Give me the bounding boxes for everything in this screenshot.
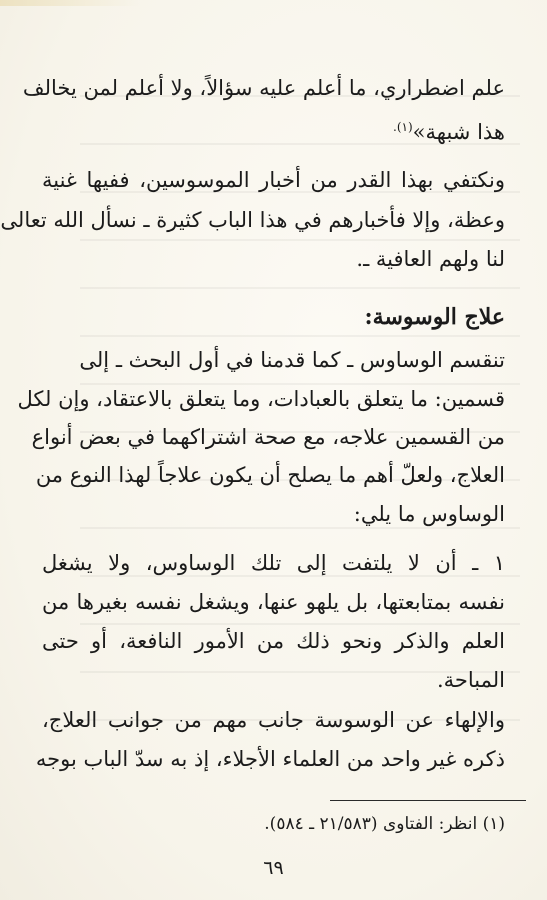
text-line: والإلهاء عن الوسوسة جانب مهم من جوانب العلاج، [42, 708, 505, 732]
text-line: نفسه بمتابعتها، بل يلهو عنها، ويشغل نفسه بغيرها من [42, 590, 505, 614]
text-line: علم اضطراري، ما أعلم عليه سؤالاً، ولا أعلم لمن يخالف [22, 76, 505, 100]
section-heading: علاج الوسوسة: [364, 304, 505, 330]
text-line: قسمين: ما يتعلق بالعبادات، وما يتعلق بالاعتقاد، وإن لكل [17, 387, 505, 411]
text-line: ١ ـ أن لا يلتفت إلى تلك الوساوس، ولا يشغل [42, 551, 505, 575]
footnote: (١) انظر: الفتاوى (٢١/٥٨٣ ـ ٥٨٤). [264, 814, 505, 834]
page-corner-stain [0, 0, 140, 6]
text-line: الوساوس ما يلي: [353, 502, 505, 526]
text-line: من القسمين علاجه، مع صحة اشتراكهما في بعض أنواع [31, 425, 505, 449]
text-line: المباحة. [436, 668, 505, 692]
footnote-divider [330, 800, 526, 801]
text-line: ذكره غير واحد من العلماء الأجلاء، إذ به سدّ الباب بوجه [35, 747, 505, 771]
page-number: ٦٩ [263, 857, 284, 879]
text-line-content: هذا شبهة» [412, 120, 505, 144]
text-line: العلم والذكر ونحو ذلك من الأمور النافعة، أو حتى [42, 629, 505, 653]
text-line: وعظة، وإلا فأخبارهم في هذا الباب كثيرة ـ نسأل الله تعالى [0, 208, 505, 232]
text-line-with-footnote [393, 112, 505, 147]
text-line: العلاج، ولعلّ أهم ما يصلح أن يكون علاجاً لهذا النوع من [35, 463, 505, 487]
text-line: لنا ولهم العافية ـ. [356, 247, 505, 271]
text-line: ونكتفي بهذا القدر من أخبار الموسوسين، ففيها غنية [42, 168, 505, 192]
text-line: تنقسم الوساوس ـ كما قدمنا في أول البحث ـ إلى [79, 348, 505, 372]
footnote-marker[interactable]: (١). [393, 120, 413, 134]
